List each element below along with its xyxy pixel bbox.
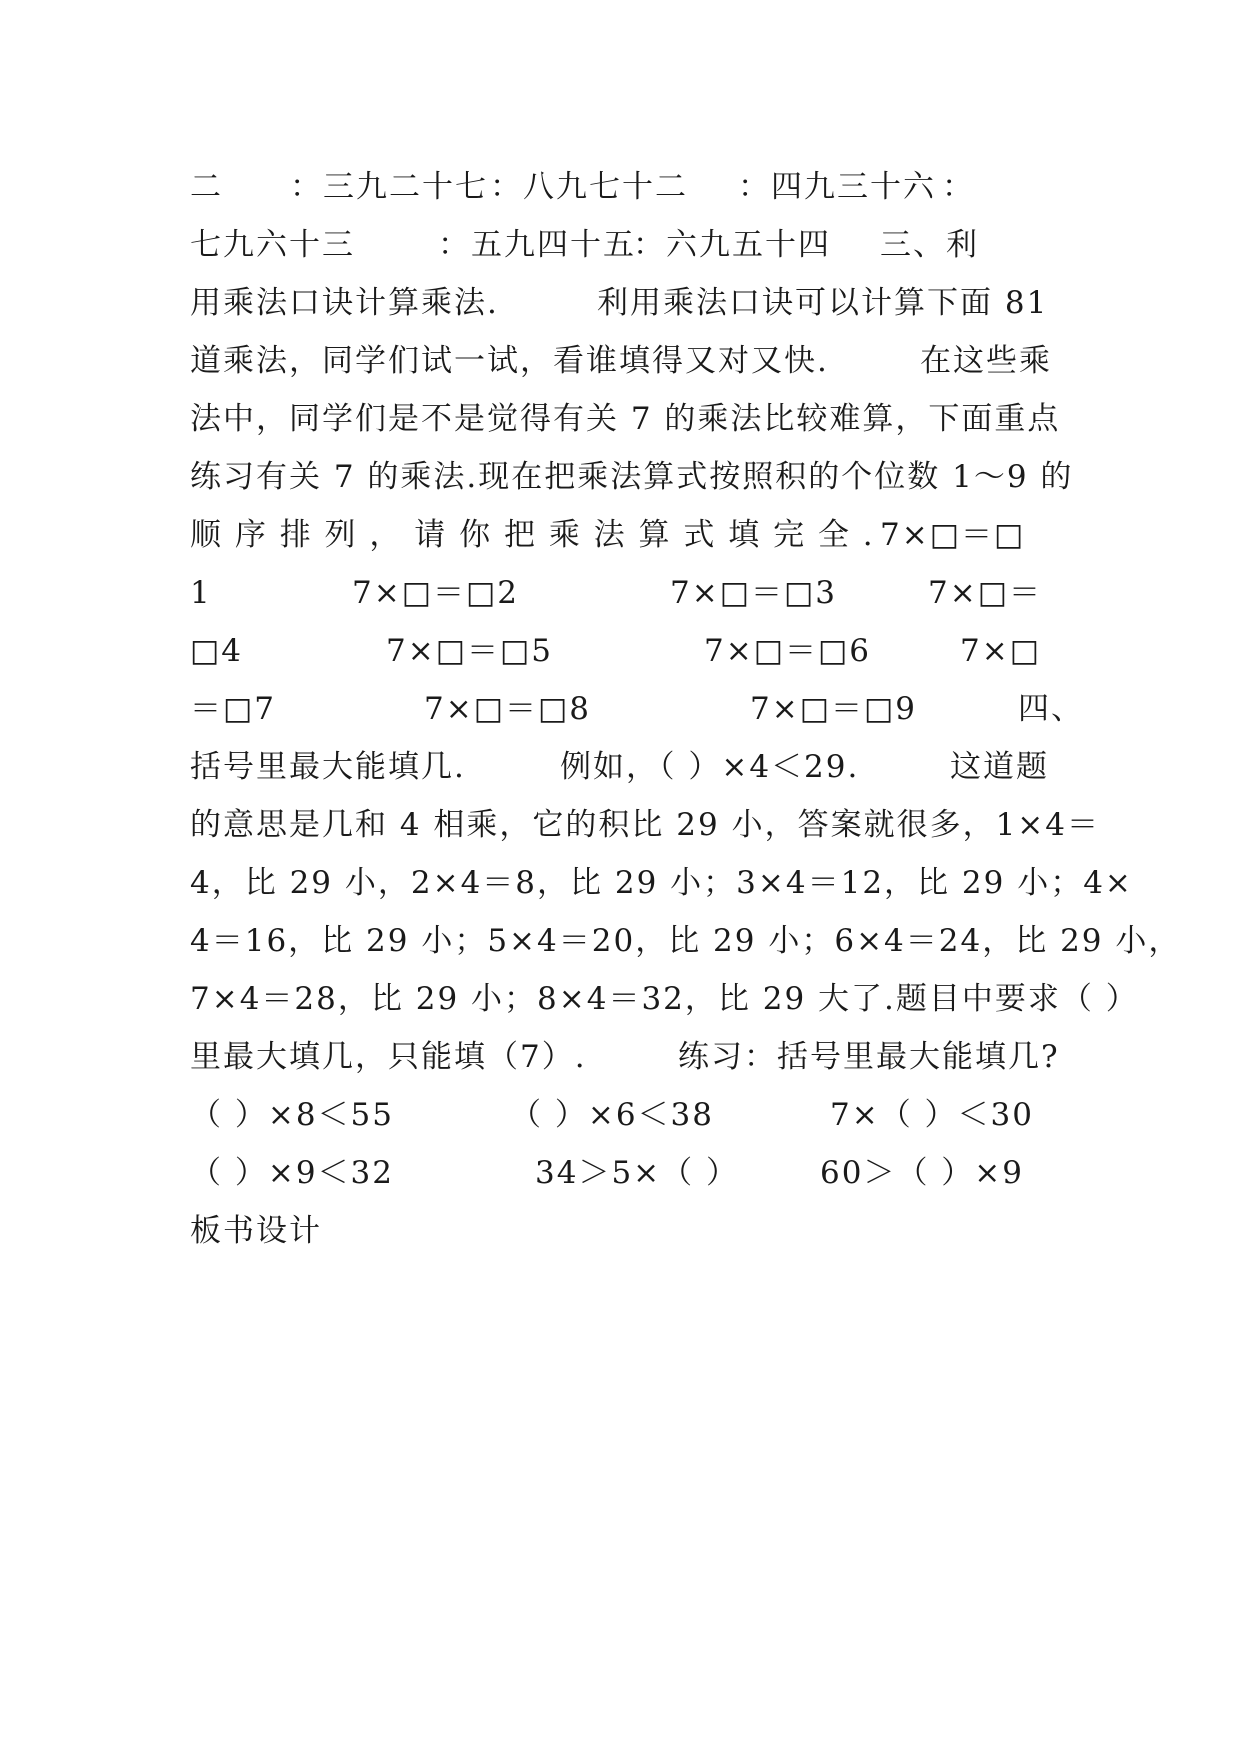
text-segment: 7×4＝28，比 29 小；8×4＝32，比 29 大了.题目中要求（ ） bbox=[190, 981, 1139, 1017]
text-segment: 括号里最大能填几. bbox=[190, 749, 466, 785]
text-segment: 三、利 bbox=[880, 227, 979, 263]
text-segment: 7×□＝□ bbox=[880, 517, 1026, 553]
text-line-11 bbox=[190, 738, 1050, 796]
text-segment: 7×□＝□3 bbox=[670, 575, 837, 611]
text-line-16 bbox=[190, 1028, 1060, 1086]
text-segment: ： bbox=[942, 169, 975, 205]
text-line-8 bbox=[190, 564, 1050, 622]
text-line-7 bbox=[190, 506, 1050, 564]
text-segment: 7×（ ）＜30 bbox=[830, 1097, 1034, 1133]
text-segment: 34＞5×（ ） bbox=[535, 1155, 739, 1191]
text-segment: 4＝16，比 29 小；5×4＝20，比 29 小；6×4＝24，比 29 小， bbox=[190, 923, 1182, 959]
text-segment: （ ）×9＜32 bbox=[190, 1155, 394, 1191]
text-line-1 bbox=[190, 158, 1050, 216]
text-segment: ：六九五十四 bbox=[633, 227, 831, 263]
text-segment: ：三九二十七 bbox=[290, 169, 488, 205]
text-segment: 二 bbox=[190, 169, 223, 205]
text-line-2 bbox=[190, 216, 1050, 274]
text-line-19 bbox=[190, 1202, 1050, 1260]
text-line-13 bbox=[190, 854, 1133, 912]
text-segment: 7×□＝□9 bbox=[750, 691, 917, 727]
section-heading: 板书设计 bbox=[190, 1213, 322, 1249]
text-line-9 bbox=[190, 622, 1050, 680]
text-segment: ＝□7 bbox=[190, 691, 277, 727]
text-segment: 顺 序 排 列 ， 请 你 把 乘 法 算 式 填 完 全 . bbox=[190, 517, 875, 553]
text-line-15 bbox=[190, 970, 1139, 1028]
text-line-14 bbox=[190, 912, 1182, 970]
text-segment: 七九六十三 bbox=[190, 227, 355, 263]
text-segment: 这道题 bbox=[950, 749, 1049, 785]
text-segment: 7×□＝□2 bbox=[352, 575, 519, 611]
text-line-5 bbox=[190, 390, 1061, 448]
text-segment: 练习有关 7 的乘法.现在把乘法算式按照积的个位数 1～9 的 bbox=[190, 459, 1074, 495]
text-segment: 四、 bbox=[1018, 691, 1084, 727]
text-line-17 bbox=[190, 1086, 1050, 1144]
text-segment: 7×□＝□6 bbox=[704, 633, 871, 669]
text-segment: ：四九三十六 bbox=[738, 169, 936, 205]
text-line-10 bbox=[190, 680, 1084, 738]
text-segment: 7×□＝□5 bbox=[386, 633, 553, 669]
text-segment: 4，比 29 小，2×4＝8，比 29 小；3×4＝12，比 29 小；4× bbox=[190, 865, 1133, 901]
text-line-12 bbox=[190, 796, 1101, 854]
text-segment: 60＞（ ）×9 bbox=[820, 1155, 1024, 1191]
text-segment: ：五九四十五 bbox=[438, 227, 636, 263]
text-segment: 1 bbox=[190, 575, 212, 611]
text-segment: 的意思是几和 4 相乘，它的积比 29 小，答案就很多，1×4＝ bbox=[190, 807, 1101, 843]
text-segment: 练习：括号里最大能填几? bbox=[678, 1039, 1060, 1075]
text-segment: 里最大填几，只能填（7）. bbox=[190, 1039, 587, 1075]
text-segment: 例如，（ ）×4＜29. bbox=[560, 749, 860, 785]
text-segment: 在这些乘 bbox=[920, 343, 1052, 379]
text-segment: 利用乘法口诀可以计算下面 81 bbox=[597, 285, 1049, 321]
text-segment: （ ）×6＜38 bbox=[510, 1097, 714, 1133]
text-segment: ：八九七十二 bbox=[490, 169, 688, 205]
text-line-18 bbox=[190, 1144, 1050, 1202]
text-segment: 7×□ bbox=[960, 633, 1041, 669]
text-segment: （ ）×8＜55 bbox=[190, 1097, 394, 1133]
text-segment: 道乘法，同学们试一试，看谁填得又对又快. bbox=[190, 343, 829, 379]
text-segment: 法中，同学们是不是觉得有关 7 的乘法比较难算，下面重点 bbox=[190, 401, 1061, 437]
text-line-3 bbox=[190, 274, 1050, 332]
text-segment: 7×□＝ bbox=[928, 575, 1042, 611]
text-segment: □4 bbox=[190, 633, 244, 669]
text-segment: 7×□＝□8 bbox=[424, 691, 591, 727]
text-line-4 bbox=[190, 332, 1050, 390]
text-segment: 用乘法口诀计算乘法. bbox=[190, 285, 499, 321]
text-line-6 bbox=[190, 448, 1074, 506]
